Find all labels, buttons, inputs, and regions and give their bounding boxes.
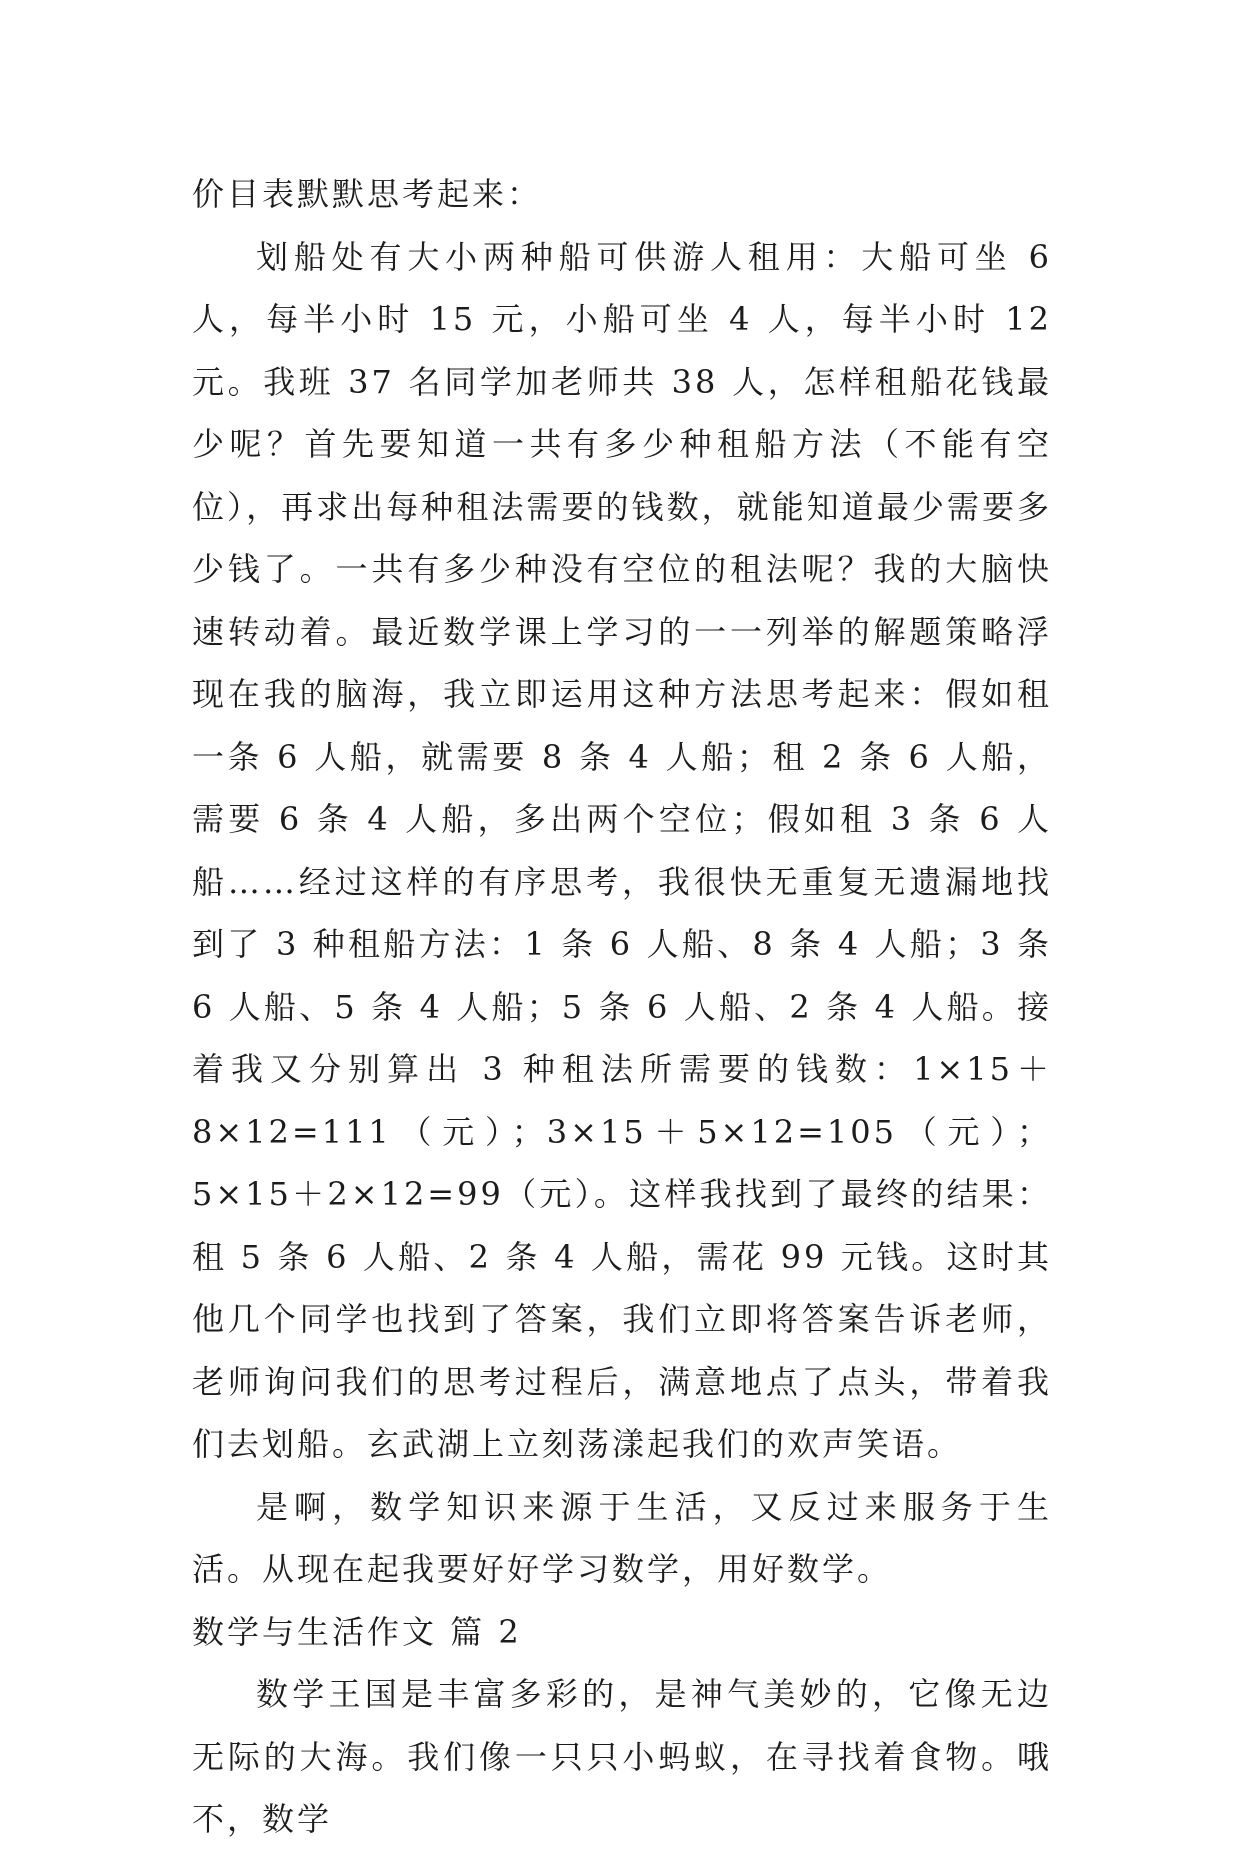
document-body	[192, 163, 1052, 1851]
paragraph-conclusion: 是啊，数学知识来源于生活，又反过来服务于生活。从现在起我要好好学习数学，用好数学。	[192, 1487, 1052, 1588]
paragraph-continuation: 价目表默默思考起来：	[192, 175, 543, 213]
paragraph-boat-rental: 划船处有大小两种船可供游人租用：大船可坐 6 人，每半小时 15 元，小船可坐 4 人，每半小时 12 元。我班 37 名同学加老师共 38 人，怎样租船花钱最少呢？首先要知道一共有多少种租船方法（不能有空位），再求出每种租法需要的钱数，就能知道最少需要多少钱了。一共有多少种没有空位的租法呢？我的大脑快速转动着。最近数学课上学习的一一列举的解题策略浮现在我的脑海，我立即运用这种方法思考起来：假如租一条 6 人船，就需要 8 条 4 人船；租 2 条 6 人船，需要 6 条 4 人船，多出两个空位；假如租 3 条 6 人船……经过这样的有序思考，我很快无重复无遗漏地找到了 3 种租船方法：1 条 6 人船、8 条 4 人船；3 条 6 人船、5 条 4 人船；5 条 6 人船、2 条 4 人船。接着我又分别算出 3 种租法所需要的钱数：1×15＋8×12=111（元）；3×15＋5×12=105（元）；5×15＋2×12=99（元）。这样我找到了最终的结果：租 5 条 6 人船、2 条 4 人船，需花 99 元钱。这时其他几个同学也找到了答案，我们立即将答案告诉老师，老师询问我们的思考过程后，满意地点了点头，带着我们去划船。玄武湖上立刻荡漾起我们的欢声笑语。	[192, 237, 1052, 1463]
essay-heading: 数学与生活作文 篇 2	[192, 1612, 522, 1651]
paragraph-essay-2-intro: 数学王国是丰富多彩的，是神气美妙的，它像无边无际的大海。我们像一只只小蚂蚁，在寻找着食物。哦不，数学	[192, 1675, 1052, 1838]
